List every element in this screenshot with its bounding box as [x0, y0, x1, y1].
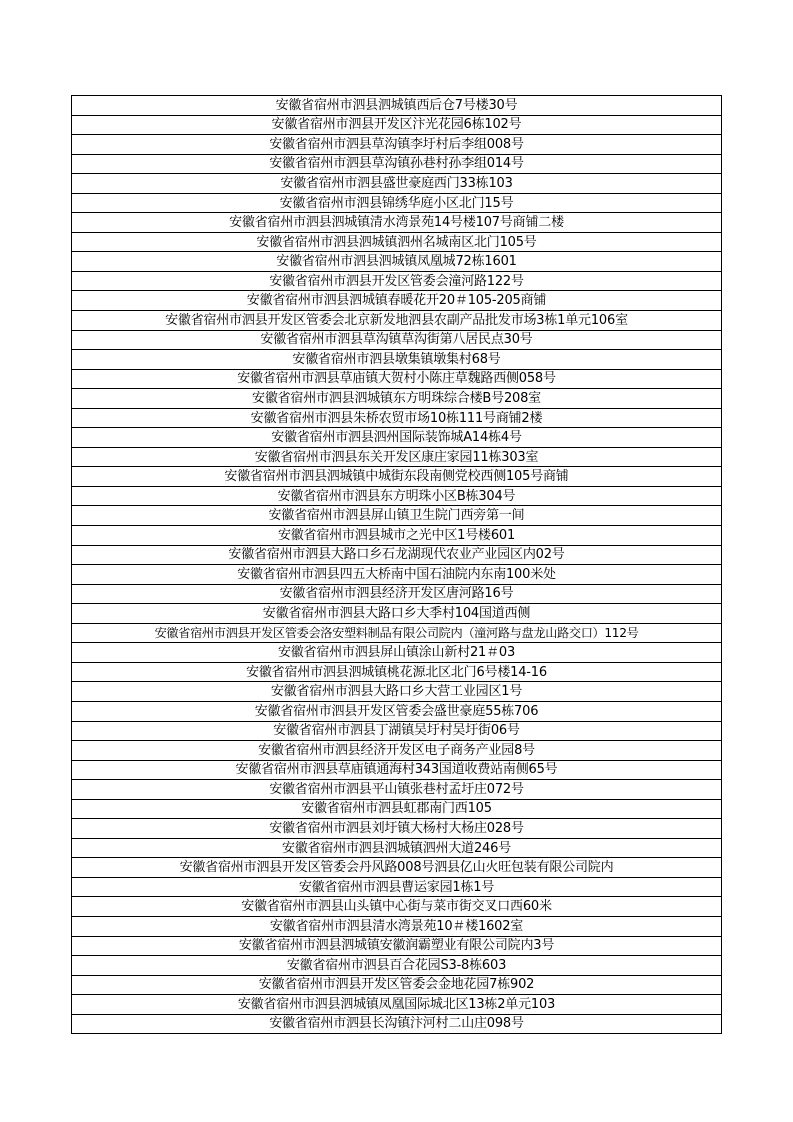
address-cell: 安徽省宿州市泗县墩集镇墩集村68号: [72, 350, 722, 370]
address-table-body: [72, 96, 722, 1034]
table-row: [72, 154, 722, 174]
address-cell: 安徽省宿州市泗县泗城镇中城街东段南侧党校西侧105号商铺: [72, 467, 722, 487]
table-row: [72, 213, 722, 233]
table-row: [72, 389, 722, 409]
address-cell: 安徽省宿州市泗县泗州国际装饰城A14栋4号: [72, 428, 722, 448]
address-cell: 安徽省宿州市泗县开发区管委会金地花园7栋902: [72, 975, 722, 995]
table-row: [72, 96, 722, 116]
table-row: [72, 174, 722, 194]
table-row: [72, 330, 722, 350]
address-cell: 安徽省宿州市泗县开发区管委会盛世豪庭55栋706: [72, 701, 722, 721]
address-cell: 安徽省宿州市泗县锦绣华庭小区北门15号: [72, 193, 722, 213]
table-row: [72, 780, 722, 800]
table-row: [72, 1014, 722, 1034]
table-row: [72, 916, 722, 936]
table-row: [72, 623, 722, 643]
table-row: [72, 682, 722, 702]
address-cell: 安徽省宿州市泗县四五大桥南中国石油院内东南100米处: [72, 565, 722, 585]
address-cell: 安徽省宿州市泗县经济开发区唐河路16号: [72, 584, 722, 604]
table-row: [72, 741, 722, 761]
address-cell: 安徽省宿州市泗县城市之光中区1号楼601: [72, 526, 722, 546]
table-row: [72, 135, 722, 155]
address-cell: 安徽省宿州市泗县盛世豪庭西门33栋103: [72, 174, 722, 194]
table-row: [72, 838, 722, 858]
address-table: [71, 95, 722, 1034]
table-row: [72, 936, 722, 956]
table-row: [72, 291, 722, 311]
address-cell: 安徽省宿州市泗县大路口乡大营工业园区1号: [72, 682, 722, 702]
table-row: [72, 115, 722, 135]
address-cell: 安徽省宿州市泗县屏山镇卫生院门西旁第一间: [72, 506, 722, 526]
address-cell: 安徽省宿州市泗县长沟镇汴河村二山庄098号: [72, 1014, 722, 1034]
address-cell: 安徽省宿州市泗县开发区管委会洛安塑料制品有限公司院内（潼河路与盘龙山路交口）112号: [72, 623, 722, 643]
address-cell: 安徽省宿州市泗县开发区管委会丹风路008号泗县亿山火旺包装有限公司院内: [72, 858, 722, 878]
table-row: [72, 232, 722, 252]
address-cell: 安徽省宿州市泗县东关开发区康庄家园11栋303室: [72, 447, 722, 467]
table-row: [72, 975, 722, 995]
table-row: [72, 701, 722, 721]
table-row: [72, 506, 722, 526]
table-row: [72, 995, 722, 1015]
address-cell: 安徽省宿州市泗县东方明珠小区B栋304号: [72, 486, 722, 506]
address-cell: 安徽省宿州市泗县泗城镇桃花源北区北门6号楼14-16: [72, 662, 722, 682]
address-cell: 安徽省宿州市泗县屏山镇涂山新村21＃03: [72, 643, 722, 663]
address-cell: 安徽省宿州市泗县大路口乡大季村104国道西侧: [72, 604, 722, 624]
address-cell: 安徽省宿州市泗县经济开发区电子商务产业园8号: [72, 741, 722, 761]
table-row: [72, 897, 722, 917]
address-cell: 安徽省宿州市泗县大路口乡石龙湖现代农业产业园区内02号: [72, 545, 722, 565]
address-cell: 安徽省宿州市泗县泗城镇泗州名城南区北门105号: [72, 232, 722, 252]
address-cell: 安徽省宿州市泗县泗城镇凤凰国际城北区13栋2单元103: [72, 995, 722, 1015]
table-row: [72, 545, 722, 565]
table-row: [72, 799, 722, 819]
address-cell: 安徽省宿州市泗县草庙镇通海村343国道收费站南侧65号: [72, 760, 722, 780]
address-cell: 安徽省宿州市泗县开发区汴光花园6栋102号: [72, 115, 722, 135]
address-cell: 安徽省宿州市泗县草沟镇草沟街第八居民点30号: [72, 330, 722, 350]
table-row: [72, 193, 722, 213]
table-row: [72, 467, 722, 487]
address-cell: 安徽省宿州市泗县清水湾景苑10＃楼1602室: [72, 916, 722, 936]
address-cell: 安徽省宿州市泗县草庙镇大贺村小陈庄草魏路西侧058号: [72, 369, 722, 389]
table-row: [72, 408, 722, 428]
table-row: [72, 428, 722, 448]
table-row: [72, 252, 722, 272]
table-row: [72, 565, 722, 585]
address-cell: 安徽省宿州市泗县泗城镇西后仓7号楼30号: [72, 96, 722, 116]
address-cell: 安徽省宿州市泗县泗城镇清水湾景苑14号楼107号商铺二楼: [72, 213, 722, 233]
address-cell: 安徽省宿州市泗县百合花园S3-8栋603: [72, 956, 722, 976]
address-cell: 安徽省宿州市泗县开发区管委会潼河路122号: [72, 271, 722, 291]
table-row: [72, 526, 722, 546]
address-cell: 安徽省宿州市泗县开发区管委会北京新发地泗县农副产品批发市场3栋1单元106室: [72, 311, 722, 331]
address-cell: 安徽省宿州市泗县平山镇张巷村孟圩庄072号: [72, 780, 722, 800]
address-cell: 安徽省宿州市泗县泗城镇泗州大道246号: [72, 838, 722, 858]
address-cell: 安徽省宿州市泗县泗城镇安徽润霸塑业有限公司院内3号: [72, 936, 722, 956]
table-row: [72, 311, 722, 331]
address-cell: 安徽省宿州市泗县草沟镇李圩村后李组008号: [72, 135, 722, 155]
table-row: [72, 604, 722, 624]
address-cell: 安徽省宿州市泗县朱桥农贸市场10栋111号商铺2楼: [72, 408, 722, 428]
address-cell: 安徽省宿州市泗县丁湖镇吴圩村吴圩街06号: [72, 721, 722, 741]
table-row: [72, 819, 722, 839]
address-cell: 安徽省宿州市泗县虹郡南门西105: [72, 799, 722, 819]
table-row: [72, 662, 722, 682]
table-row: [72, 369, 722, 389]
address-cell: 安徽省宿州市泗县山头镇中心街与菜市街交叉口西60米: [72, 897, 722, 917]
table-row: [72, 721, 722, 741]
address-cell: 安徽省宿州市泗县泗城镇春暖花开20＃105-205商铺: [72, 291, 722, 311]
table-row: [72, 877, 722, 897]
address-cell: 安徽省宿州市泗县曹运家园1栋1号: [72, 877, 722, 897]
table-row: [72, 447, 722, 467]
table-row: [72, 858, 722, 878]
table-row: [72, 760, 722, 780]
table-row: [72, 643, 722, 663]
table-row: [72, 350, 722, 370]
table-row: [72, 584, 722, 604]
address-cell: 安徽省宿州市泗县刘圩镇大杨村大杨庄028号: [72, 819, 722, 839]
address-cell: 安徽省宿州市泗县泗城镇东方明珠综合楼B号208室: [72, 389, 722, 409]
table-row: [72, 486, 722, 506]
address-cell: 安徽省宿州市泗县泗城镇凤凰城72栋1601: [72, 252, 722, 272]
address-cell: 安徽省宿州市泗县草沟镇孙巷村孙李组014号: [72, 154, 722, 174]
table-row: [72, 956, 722, 976]
table-row: [72, 271, 722, 291]
